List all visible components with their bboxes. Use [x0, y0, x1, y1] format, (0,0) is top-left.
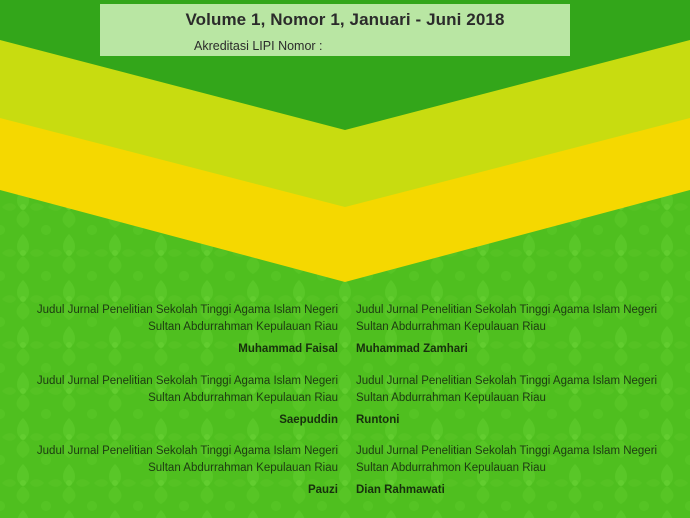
top-bar-left — [0, 0, 100, 4]
article-author: Saepuddin — [279, 414, 338, 426]
article-entry — [356, 302, 676, 358]
article-title-line: Judul Jurnal Penelitian Sekolah Tinggi Agama Islam Negeri — [356, 375, 658, 387]
article-title-line: Judul Jurnal Penelitian Sekolah Tinggi Agama Islam Negeri — [36, 445, 338, 457]
article-entry — [356, 373, 676, 429]
article-title-line: Sultan Abdurrahmon Kepulauan Riau — [356, 462, 546, 474]
article-title-line: Sultan Abdurrahman Kepulauan Riau — [356, 392, 546, 404]
article-title-line: Judul Jurnal Penelitian Sekolah Tinggi Agama Islam Negeri — [36, 304, 338, 316]
article-author: Muhammad Zamhari — [356, 343, 468, 355]
article-title-line: Judul Jurnal Penelitian Sekolah Tinggi Agama Islam Negeri — [356, 304, 658, 316]
article-title-line: Judul Jurnal Penelitian Sekolah Tinggi Agama Islam Negeri — [36, 375, 338, 387]
article-author: Runtoni — [356, 414, 400, 426]
article-title-line: Judul Jurnal Penelitian Sekolah Tinggi Agama Islam Negeri — [356, 445, 658, 457]
article-title-line: Sultan Abdurrahman Kepulauan Riau — [356, 321, 546, 333]
accreditation-text: Akreditasi LIPI Nomor : — [194, 39, 323, 53]
article-title-line: Sultan Abdurrahman Kepulauan Riau — [148, 392, 338, 404]
article-entry — [356, 443, 676, 499]
article-title-line: Sultan Abdurrahman Kepulauan Riau — [148, 321, 338, 333]
top-bar-right — [570, 0, 690, 4]
article-author: Dian Rahmawati — [356, 484, 445, 496]
article-entry — [18, 443, 338, 499]
article-entry — [18, 373, 338, 429]
article-entry — [18, 302, 338, 358]
article-author: Pauzi — [307, 484, 338, 496]
article-author: Muhammad Faisal — [238, 343, 338, 355]
article-title-line: Sultan Abdurrahman Kepulauan Riau — [148, 462, 338, 474]
volume-heading: Volume 1, Nomor 1, Januari - Juni 2018 — [185, 10, 505, 29]
